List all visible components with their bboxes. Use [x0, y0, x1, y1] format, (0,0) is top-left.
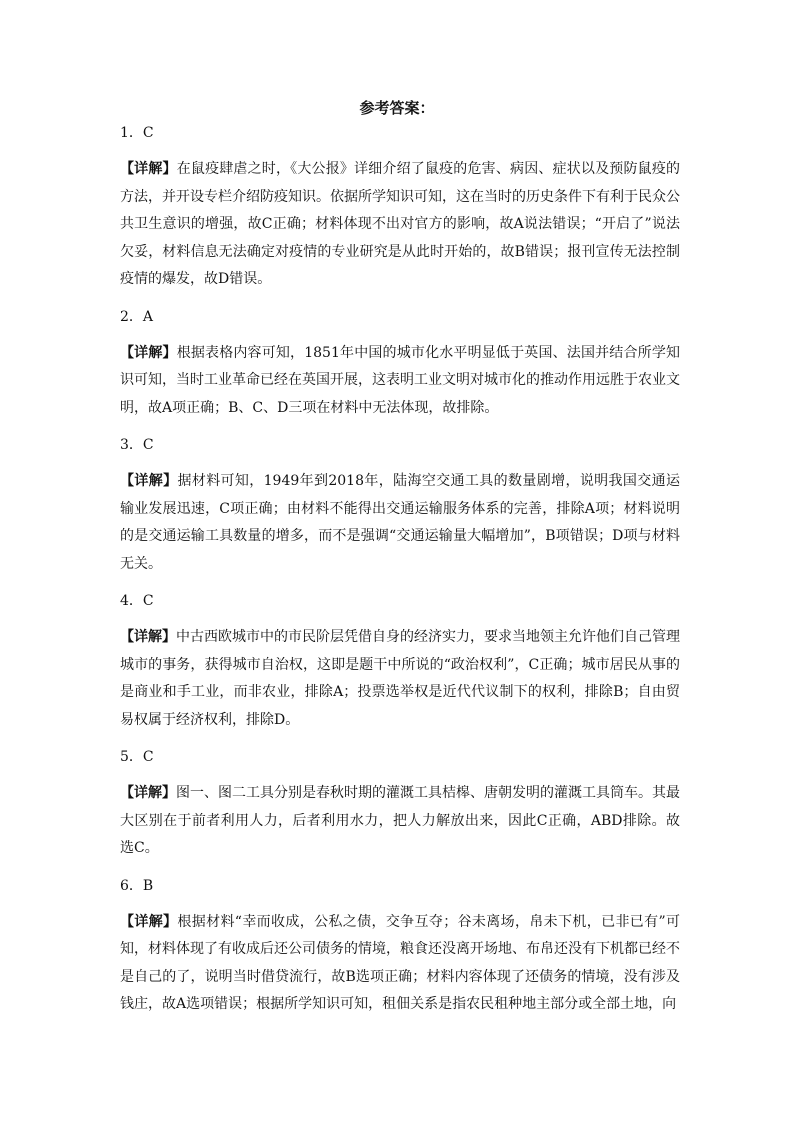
explanation-tag: 【详解】: [120, 629, 176, 645]
answer-number: 3．C: [120, 437, 154, 453]
answer-number: 4．C: [120, 593, 154, 609]
explanation-text: 在鼠疫肆虐之时，《大公报》详细介绍了鼠疫的危害、病因、症状以及预防鼠疫的方法，并开设专栏介绍防疫知识。依据所学知识可知，这在当时的历史条件下有利于民众公共卫生意识的增强，故C正确；材料体现不出对官方的影响，故A说法错误；“开启了”说法欠妥，材料信息无法确定对疫情的专业研究是从此时开始的，故B错误；报刊宣传无法控制疫情的爆发，故D错误。: [120, 161, 680, 287]
page-title: 参考答案：: [359, 99, 435, 117]
explanation-tag: 【详解】: [120, 785, 176, 801]
answer-explanation: [120, 780, 680, 863]
answer-list: [120, 123, 680, 1032]
explanation-text: 中古西欧城市中的市民阶层凭借自身的经济实力，要求当地领主允许他们自己管理城市的事务，获得城市自治权，这即是题干中所说的“政治权利”，C正确；城市居民从事的是商业和手工业，而非农业，排除A；投票选举权是近代代议制下的权利，排除B；自由贸易权属于经济权利，排除D。: [120, 629, 680, 728]
explanation-text: 根据材料“幸而收成，公私之债，交争互夺；谷未离场，帛未下机，已非已有”可知，材料体现了有收成后还公司债务的情境，粮食还没离开场地、布帛还没有下机都已经不是自己的了，说明当时借贷流行，故B选项正确；材料内容体现了还债务的情境，没有涉及钱庄，故A选项错误；根据所学知识可知，租佃关系是指农民租种地主部分或全部土地，向: [120, 913, 681, 1012]
answer-number: 5．C: [120, 749, 154, 765]
answer-number: 1．C: [120, 125, 154, 141]
explanation-tag: 【详解】: [120, 473, 178, 489]
answer-number: 2．A: [120, 308, 154, 325]
answer-explanation: [120, 340, 680, 423]
explanation-tag: 【详解】: [120, 344, 177, 361]
explanation-text: 据材料可知，1949年到2018年，陆海空交通工具的数量剧增，说明我国交通运输业发展迅速，C项正确；由材料不能得出交通运输服务体系的完善，排除A项；材料说明的是交通运输工具数量的增多，而不是强调“交通运输量大幅增加”，B项错误；D项与材料无关。: [120, 473, 681, 572]
answer-explanation: [120, 468, 680, 578]
answer-number: 6．B: [120, 877, 154, 894]
answer-explanation: [120, 624, 680, 734]
explanation-tag: 【详解】: [120, 161, 177, 177]
explanation-tag: 【详解】: [120, 913, 178, 930]
explanation-text: 根据表格内容可知，1851年中国的城市化水平明显低于英国、法国并结合所学知识可知，当时工业革命已经在英国开展，这表明工业文明对城市化的推动作用远胜于农业文明，故A项正确；B、C、D三项在材料中无法体现，故排除。: [120, 344, 680, 416]
answer-explanation: [120, 909, 680, 1019]
explanation-text: 图一、图二工具分别是春秋时期的灌溉工具桔槔、唐朝发明的灌溉工具筒车。其最大区别在于前者利用人力，后者利用水力，把人力解放出来，因此C正确，ABD排除。故选C。: [120, 785, 680, 856]
answer-explanation: [120, 156, 680, 294]
